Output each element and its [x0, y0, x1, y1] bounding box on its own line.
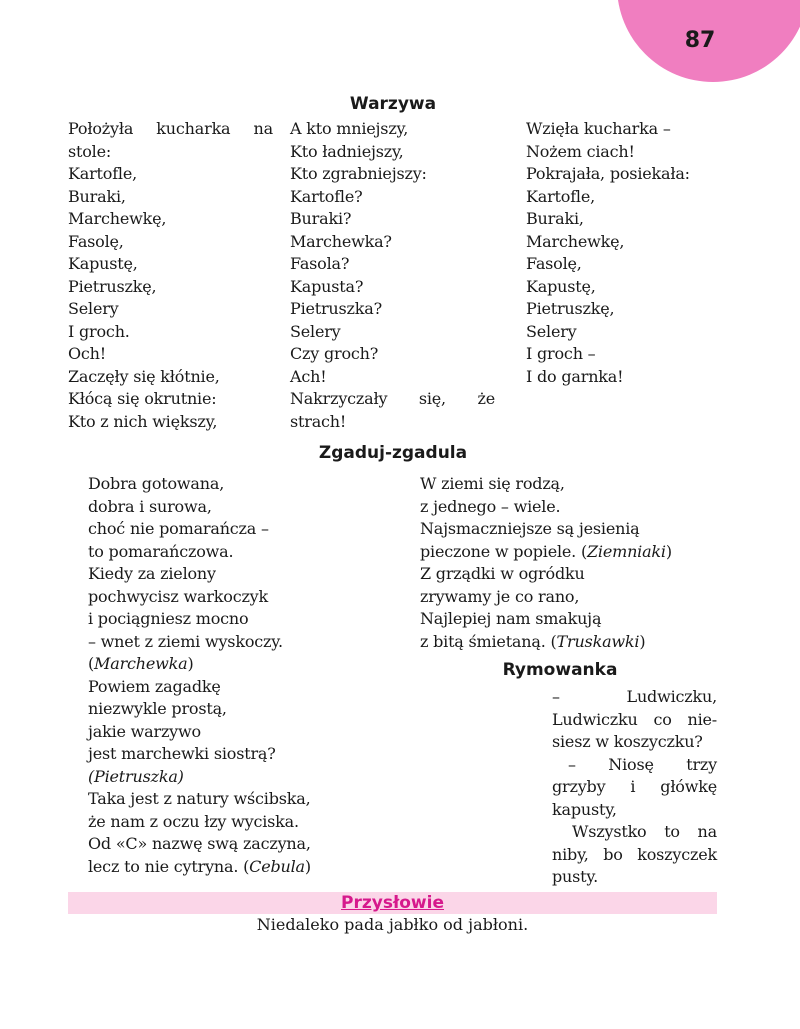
- poem-line: Selery: [526, 321, 577, 341]
- paren-close: ): [639, 631, 646, 651]
- poem-line: Fasola?: [290, 254, 350, 273]
- rhyme-line: grzyby i główkę: [552, 777, 717, 796]
- poem-line: I groch –: [526, 344, 596, 363]
- poem-line: Kartofle,: [68, 164, 137, 183]
- rhyme-line: kapusty,: [552, 799, 617, 819]
- rhyme-line: – Niosę trzy: [568, 754, 717, 774]
- riddles-right: [420, 473, 720, 653]
- riddle-line: pieczone w popiele. (: [420, 541, 587, 561]
- poem-line: Pietruszkę,: [68, 276, 157, 296]
- riddle-answer-line: [420, 541, 720, 564]
- riddle-line: zrywamy je co rano,: [420, 586, 580, 606]
- riddle-line: Dobra gotowana,: [88, 474, 225, 493]
- riddle-answer: Marchewka: [94, 654, 188, 673]
- poem-line: Pokrajała, posiekała:: [526, 164, 690, 183]
- poem-line: Kto ładniejszy,: [290, 141, 404, 161]
- riddle-answer: (Pietruszka): [88, 766, 184, 786]
- proverb-title: Przysłowie: [341, 893, 444, 913]
- poem-line: Położyła kucharka na: [68, 119, 273, 138]
- riddle-line: – wnet z ziemi wyskoczy.: [88, 631, 283, 651]
- riddle-line: dobra i surowa,: [88, 496, 212, 516]
- poem-line: I groch.: [68, 321, 130, 341]
- poem-line: Czy groch?: [290, 344, 379, 363]
- riddle-line: Najsmaczniejsze są jesienią: [420, 519, 640, 538]
- riddle-line: z jednego – wiele.: [420, 496, 561, 516]
- poem-line: Fasolę,: [526, 254, 582, 273]
- poem-line: Nakrzyczały się, że: [290, 389, 495, 408]
- zgaduj-title: Zgaduj-zgadula: [318, 443, 468, 463]
- poem-line: Marchewka?: [290, 231, 392, 251]
- poem-line: Nożem ciach!: [526, 141, 635, 161]
- riddle-line: lecz to nie cytryna. (: [88, 856, 250, 876]
- riddle-line: Kiedy za zielony: [88, 564, 216, 583]
- poem-line: Kapustę,: [68, 254, 138, 273]
- poem-line: Selery: [68, 299, 119, 318]
- riddle-answer: Ziemniaki: [587, 541, 666, 561]
- proverb-text: Niedaleko pada jabłko od jabłoni.: [256, 915, 529, 934]
- poem-line: Wzięła kucharka –: [526, 119, 671, 138]
- poem-line: Och!: [68, 344, 107, 363]
- rhyme-line: Ludwiczku co nie-: [552, 709, 717, 729]
- poem-line: strach!: [290, 411, 347, 431]
- rhyme-line: Wszystko to na: [572, 822, 717, 841]
- poem-line: I do garnka!: [526, 366, 624, 386]
- riddle-answer: Truskawki: [556, 631, 640, 651]
- riddle-line: choć nie pomarańcza –: [88, 519, 269, 538]
- warzywa-title: Warzywa: [349, 94, 437, 114]
- riddle-line: Od «C» nazwę swą zaczyna,: [88, 834, 311, 853]
- riddles-left: [88, 473, 378, 878]
- riddle-answer-line: [88, 856, 378, 879]
- poem-line: Kartofle?: [290, 186, 363, 206]
- poem-line: Buraki,: [526, 209, 584, 228]
- riddle-line: że nam z oczu łzy wyciska.: [88, 811, 299, 831]
- paren-open: (: [88, 654, 95, 673]
- poem-line: Marchewkę,: [68, 209, 167, 228]
- poem-line: Pietruszka?: [290, 299, 382, 318]
- riddle-line: jakie warzywo: [88, 721, 201, 741]
- warzywa-column-3: [526, 118, 726, 388]
- warzywa-column-1: [68, 118, 273, 433]
- poem-line: Kto z nich większy,: [68, 411, 218, 431]
- poem-line: Kłócą się okrutnie:: [68, 389, 217, 408]
- riddle-line: jest marchewki siostrą?: [88, 744, 276, 763]
- poem-line: Fasolę,: [68, 231, 124, 251]
- warzywa-column-2: [290, 118, 495, 433]
- rymowanka-title: Rymowanka: [502, 660, 618, 680]
- riddle-line: niezwykle prostą,: [88, 699, 227, 718]
- poem-line: A kto mniejszy,: [290, 119, 409, 138]
- riddle-line: pochwycisz warkoczyk: [88, 586, 269, 606]
- riddle-line: i pociągniesz mocno: [88, 609, 249, 628]
- riddle-answer-line: [420, 631, 720, 654]
- poem-line: Buraki,: [68, 186, 126, 206]
- poem-line: stole:: [68, 141, 112, 161]
- riddle-answer-line: [88, 653, 378, 676]
- poem-line: Kto zgrabniejszy:: [290, 164, 427, 183]
- paren-close: ): [665, 541, 672, 561]
- riddle-answer: Cebula: [249, 856, 305, 876]
- poem-line: Ach!: [290, 366, 327, 386]
- rhyme-line: – Ludwiczku,: [552, 687, 717, 706]
- poem-line: Kapusta?: [290, 276, 364, 296]
- rhyme-line: siesz w koszyczku?: [552, 732, 703, 751]
- poem-line: Selery: [290, 321, 341, 341]
- riddle-line: Z grządki w ogródku: [420, 564, 585, 583]
- page-number: 87: [684, 28, 716, 53]
- poem-line: Kapustę,: [526, 276, 596, 296]
- rhyme-line: pusty.: [552, 867, 598, 886]
- poem-line: Marchewkę,: [526, 231, 625, 251]
- paren-close: ): [304, 856, 311, 876]
- riddle-line: z bitą śmietaną. (: [420, 631, 557, 651]
- riddle-line: W ziemi się rodzą,: [420, 474, 565, 493]
- paren-close: ): [187, 654, 194, 673]
- riddle-line: Najlepiej nam smakują: [420, 609, 602, 628]
- riddle-line: to pomarańczowa.: [88, 541, 234, 561]
- rhyme-line: niby, bo koszyczek: [552, 844, 717, 864]
- poem-line: Buraki?: [290, 209, 352, 228]
- riddle-line: Taka jest z natury wścibska,: [88, 789, 311, 808]
- riddle-line: Powiem zagadkę: [88, 676, 221, 696]
- poem-line: Kartofle,: [526, 186, 595, 206]
- rymowanka-text: [552, 686, 717, 889]
- poem-line: Pietruszkę,: [526, 299, 615, 318]
- poem-line: Zaczęły się kłótnie,: [68, 366, 220, 386]
